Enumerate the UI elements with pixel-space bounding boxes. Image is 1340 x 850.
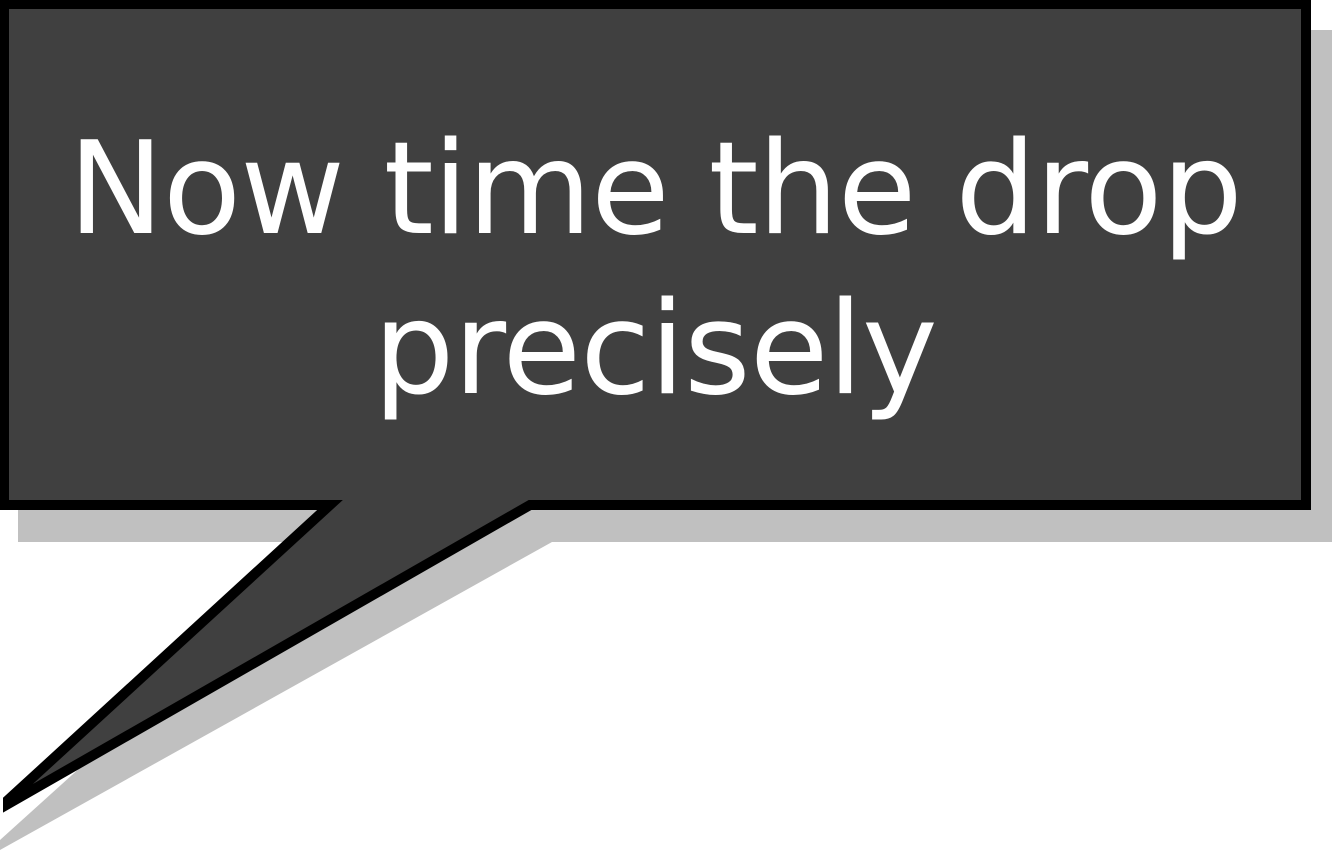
- callout-message: [12, 110, 1298, 430]
- callout-line-1: Now time the drop: [68, 115, 1242, 264]
- callout-line-2: precisely: [373, 275, 937, 424]
